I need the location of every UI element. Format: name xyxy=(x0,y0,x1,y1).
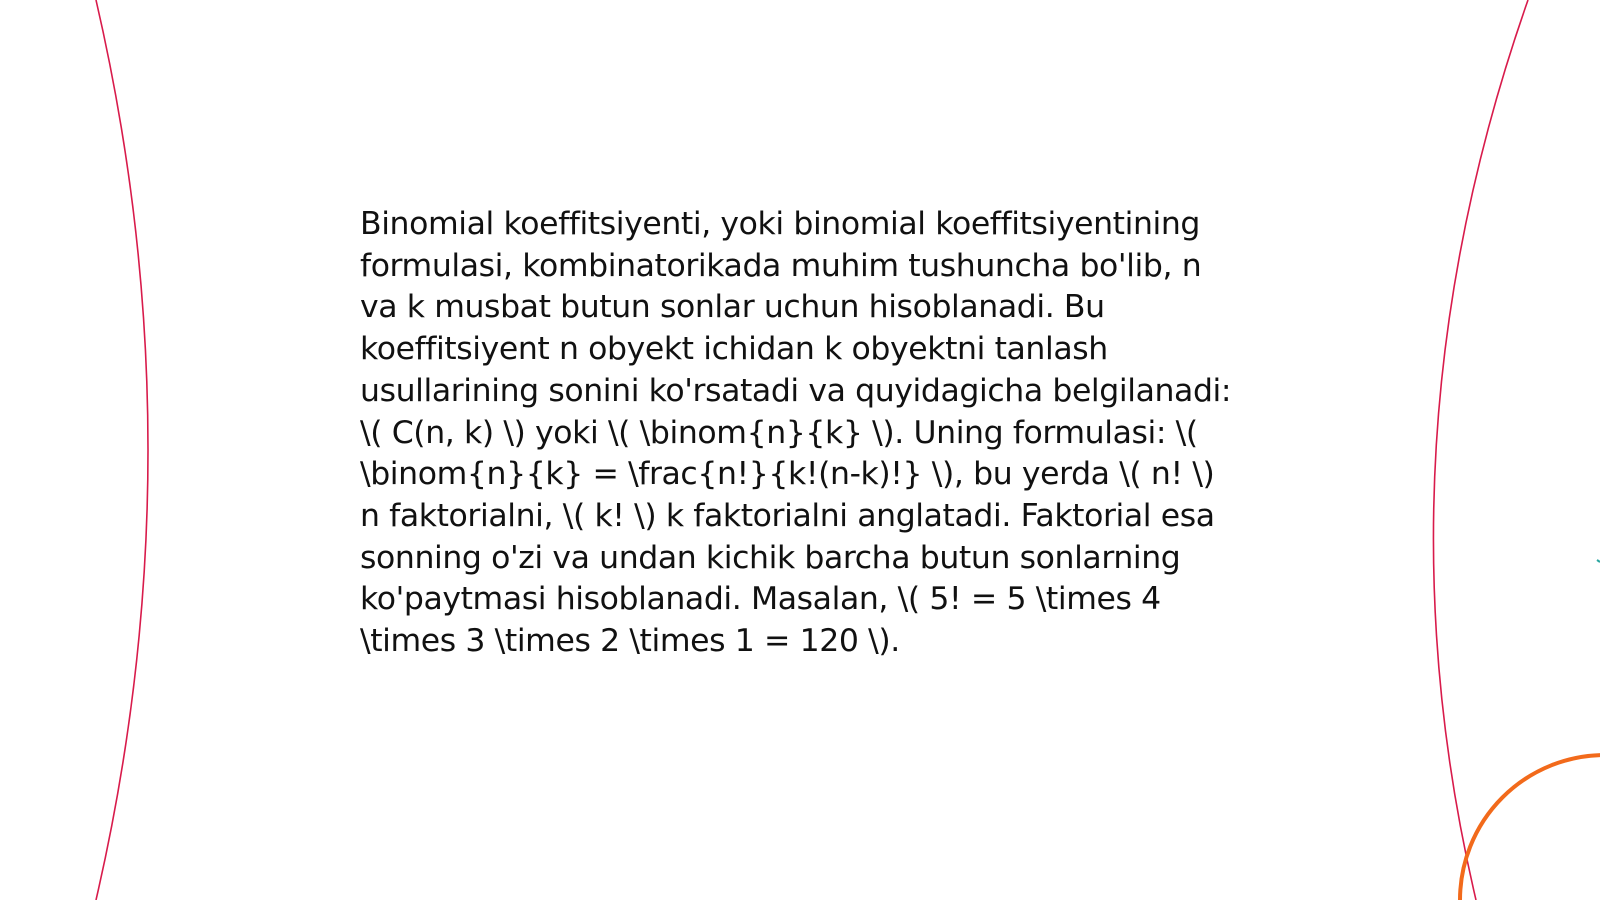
left-arc xyxy=(96,0,148,900)
orange-arc xyxy=(1460,755,1600,900)
right-arc xyxy=(1433,0,1528,900)
body-paragraph: Binomial koeffitsiyenti, yoki binomial koeffitsiyentining formulasi, kombinatorikada muhim tushuncha bo'lib, n va k musbat butun sonlar uchun hisoblanadi. Bu koeffitsiyent n obyekt ichidan k obyektni tanlash usullarining sonini ko'rsatadi va quyidagicha belgilanadi: \( C(n, k) \) yoki \( \binom{n}{k} \). Uning formulasi: \( \binom{n}{k} = \frac{n!}{k!(n-k)!} \), bu yerda \( n! \) n faktorialni, \( k! \) k faktorialni anglatadi. Faktorial esa sonning o'zi va undan kichik barcha butun sonlarning ko'paytmasi hisoblanadi. Masalan, \( 5! = 5 \times 4 \times 3 \times 2 \times 1 = 120 \). xyxy=(360,206,1232,660)
